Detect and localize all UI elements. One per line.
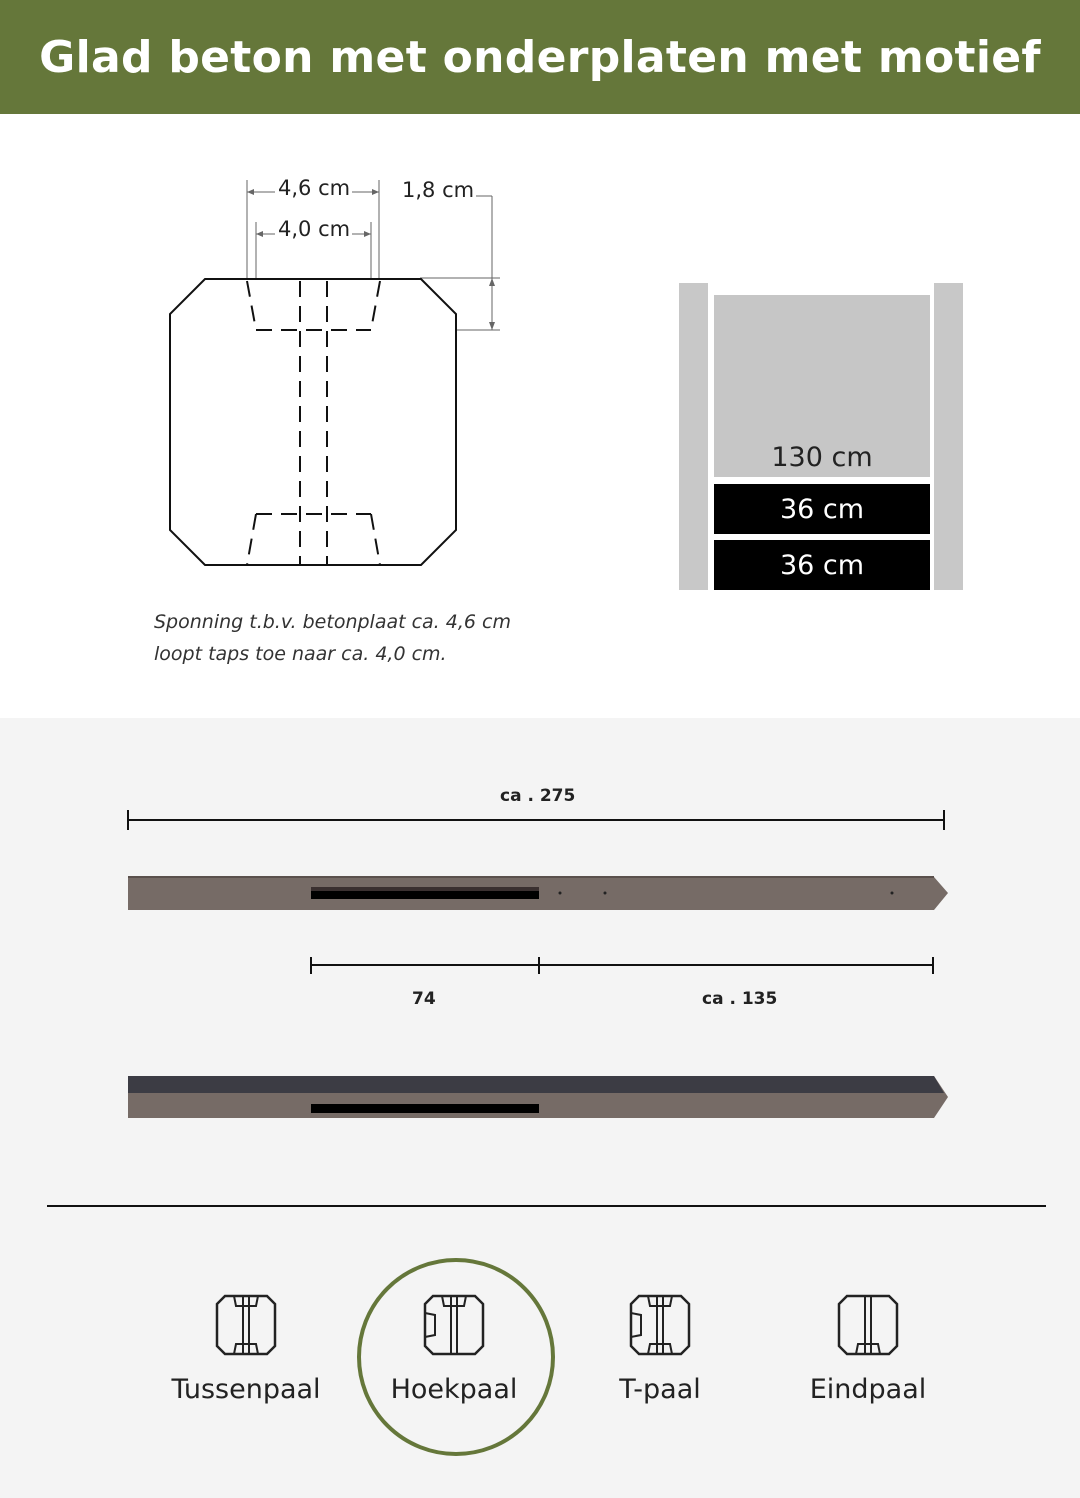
post-type-label: Tussenpaal: [171, 1374, 321, 1405]
post-side-view-2: [128, 1076, 948, 1118]
post-side-view-1: [128, 877, 948, 910]
panel-bottom-label: 36 cm: [779, 549, 865, 581]
t-paal-icon: [629, 1294, 691, 1356]
dim-depth: 1,8 cm: [402, 178, 475, 202]
panel-middle: [714, 484, 930, 534]
dim-inner-width: 4,0 cm: [278, 217, 351, 241]
profile-caption: Sponning t.b.v. betonplaat ca. 4,6 cm loopt taps toe naar ca. 4,0 cm.: [154, 611, 511, 665]
panel-middle-label: 36 cm: [779, 493, 865, 525]
post-type-tussenpaal[interactable]: [146, 1294, 346, 1405]
panel-top-label: 130 cm: [771, 442, 873, 473]
page-title: Glad beton met onderplaten met motief: [39, 31, 1041, 83]
left-post: [679, 283, 708, 590]
post-type-label: Hoekpaal: [390, 1374, 518, 1405]
tussenpaal-icon: [215, 1294, 277, 1356]
post-type-label: Eindpaal: [809, 1374, 927, 1405]
post-type-t-paal[interactable]: [560, 1294, 760, 1405]
post-type-label: T-paal: [619, 1374, 701, 1405]
header-bar: [0, 0, 1080, 114]
post-type-hoekpaal[interactable]: [354, 1294, 554, 1405]
right-post: [934, 283, 963, 590]
length-total-label: ca . 275: [500, 786, 576, 806]
eindpaal-icon: [837, 1294, 899, 1356]
post-type-eindpaal[interactable]: [768, 1294, 968, 1405]
length-segment-b-label: ca . 135: [702, 989, 778, 1009]
section-divider: [47, 1205, 1046, 1207]
panel-bottom: [714, 540, 930, 590]
panel-top: [714, 295, 930, 477]
length-segment-a-label: 74: [412, 989, 436, 1009]
hoekpaal-icon: [423, 1294, 485, 1356]
dim-outer-width: 4,6 cm: [278, 176, 351, 200]
